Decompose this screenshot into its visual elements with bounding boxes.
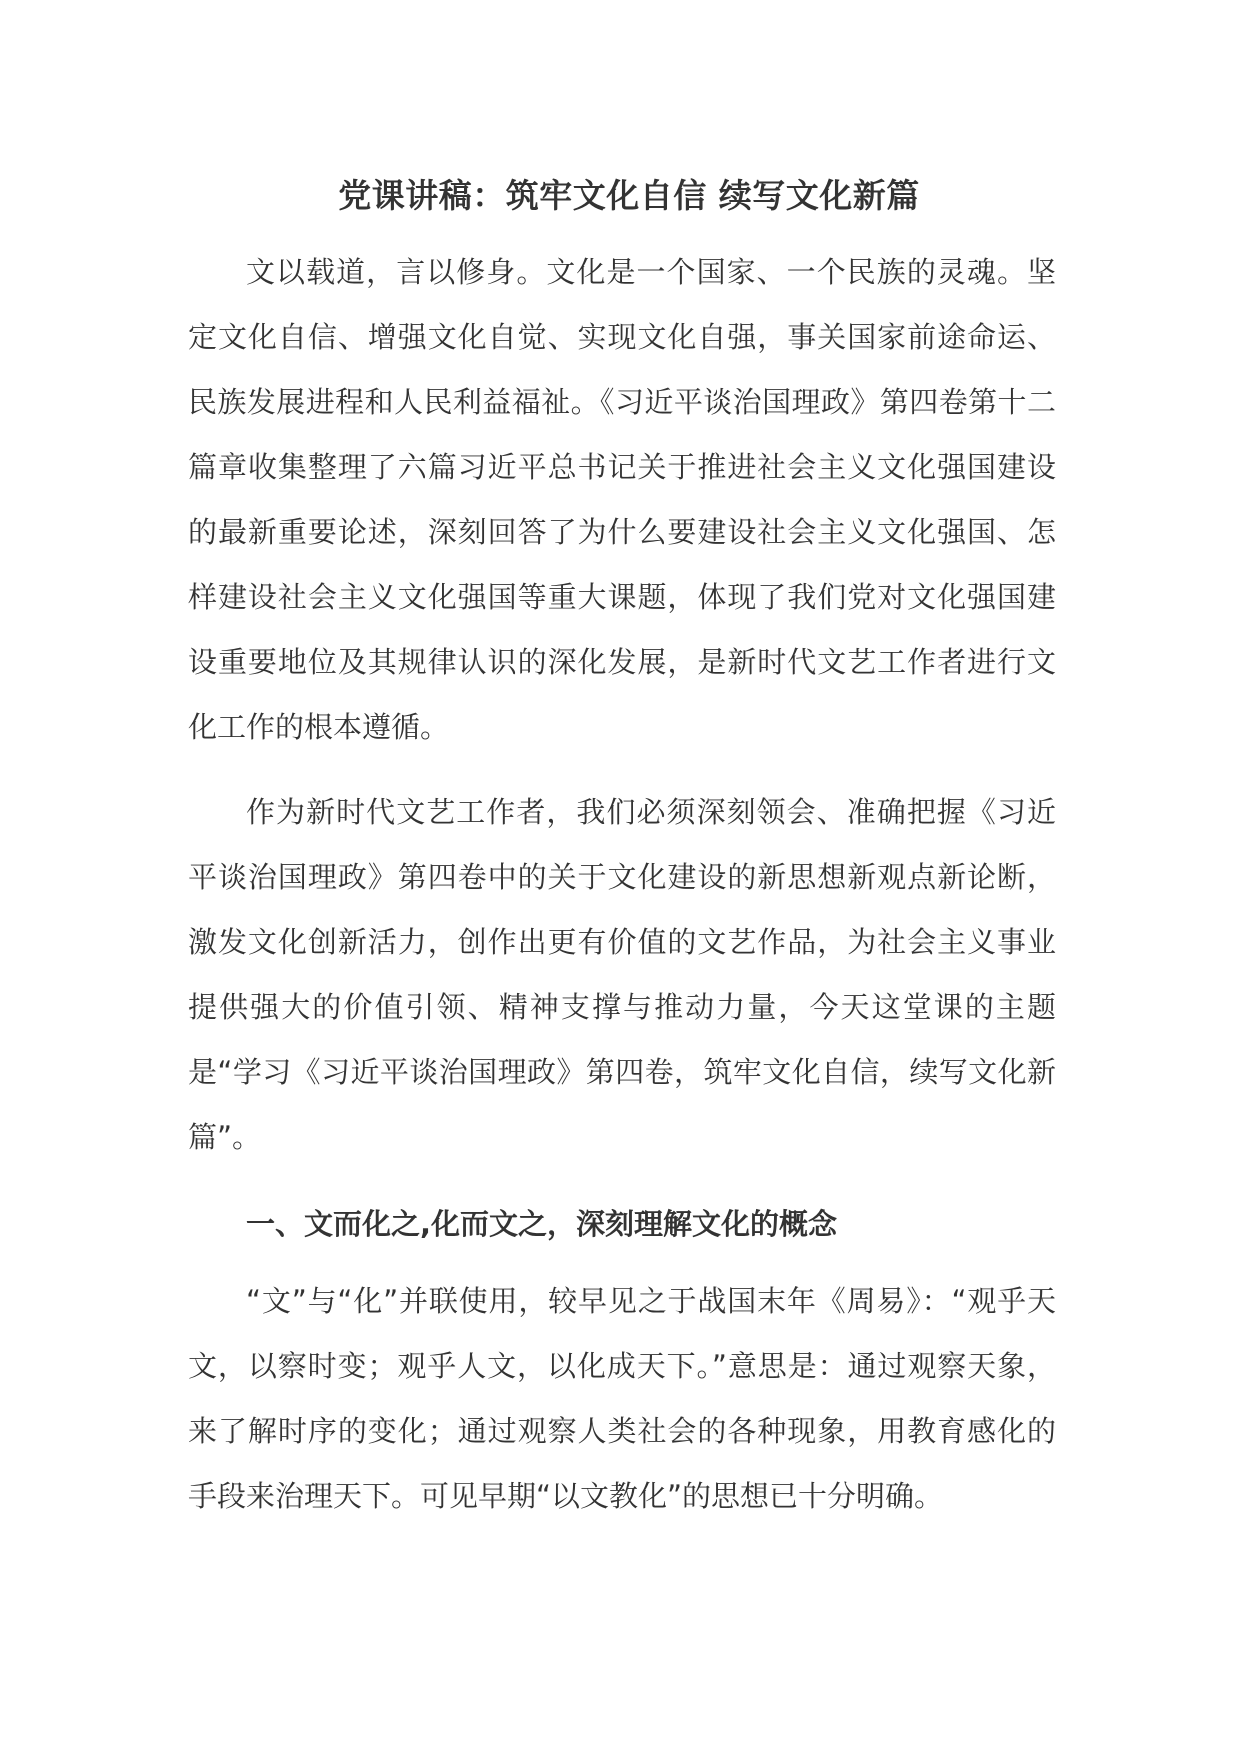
paragraph-intro: 文以载道，言以修身。文化是一个国家、一个民族的灵魂。坚定文化自信、增强文化自觉、实现文化自强，事关国家前途命运、民族发展进程和人民利益福祉。《习近平谈治国理政》第四卷第十二篇章收集整理了六篇习近平总书记关于推进社会主义文化强国建设的最新重要论述，深刻回答了为什么要建设社会主义文化强国、怎样建设社会主义文化强国等重大课题，体现了我们党对文化强国建设重要地位及其规律认识的深化发展，是新时代文艺工作者进行文化工作的根本遵循。: [188, 255, 1056, 744]
section-heading: 一、文而化之,化而文之，深刻理解文化的概念: [246, 1207, 838, 1241]
document-title: 党课讲稿：筑牢文化自信 续写文化新篇: [338, 176, 920, 215]
document-body: [188, 172, 1056, 1529]
paragraph-theme: 作为新时代文艺工作者，我们必须深刻领会、准确把握《习近平谈治国理政》第四卷中的关于文化建设的新思想新观点新论断，激发文化创新活力，创作出更有价值的文艺作品，为社会主义事业提供强大的价值引领、精神支撑与推动力量，今天这堂课的主题是“学习《习近平谈治国理政》第四卷，筑牢文化自信，续写文化新篇”。: [188, 795, 1056, 1154]
paragraph-section-one: “文”与“化”并联使用，较早见之于战国末年《周易》：“观乎天文，以察时变；观乎人文，以化成天下。”意思是：通过观察天象，来了解时序的变化；通过观察人类社会的各种现象，用教育感化的手段来治理天下。可见早期“以文教化”的思想已十分明确。: [188, 1284, 1056, 1513]
